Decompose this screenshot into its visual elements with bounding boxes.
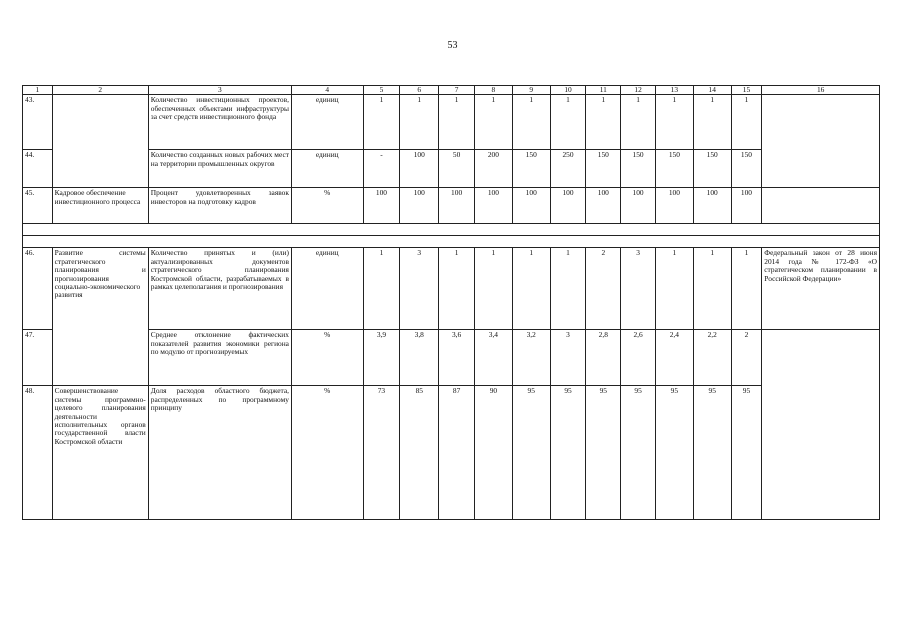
legal-basis xyxy=(762,95,880,188)
value-cell: 150 xyxy=(621,150,656,188)
table-row-44 xyxy=(23,150,880,188)
activity-name: Развитие системы стратегического планирования и прогнозирования социально-экономического развития xyxy=(52,248,148,386)
value-cell: 100 xyxy=(731,188,762,224)
value-cell: 2,4 xyxy=(655,330,693,386)
table-row-46 xyxy=(23,248,880,330)
value-cell: 3,4 xyxy=(474,330,512,386)
value-cell: 150 xyxy=(731,150,762,188)
indicators-table xyxy=(22,85,880,520)
goal-row xyxy=(23,236,880,248)
value-cell: 2 xyxy=(586,248,621,330)
value-cell: 1 xyxy=(474,95,512,150)
column-number: 5 xyxy=(363,86,400,95)
value-cell: 95 xyxy=(621,386,656,520)
value-cell: 73 xyxy=(363,386,400,520)
value-cell: 1 xyxy=(586,95,621,150)
unit-cell: % xyxy=(291,386,363,520)
row-number: 46. xyxy=(23,248,53,330)
value-cell: 1 xyxy=(731,95,762,150)
indicator-name: Количество созданных новых рабочих мест на территории промышленных округов xyxy=(148,150,291,188)
legal-basis xyxy=(762,330,880,520)
goal-title xyxy=(23,236,880,248)
value-cell: 3 xyxy=(550,330,586,386)
column-number: 6 xyxy=(400,86,439,95)
unit-cell: единиц xyxy=(291,95,363,150)
value-cell: 3 xyxy=(400,248,439,330)
value-cell: 100 xyxy=(400,150,439,188)
column-number: 7 xyxy=(439,86,475,95)
value-cell: 95 xyxy=(655,386,693,520)
value-cell: 100 xyxy=(550,188,586,224)
value-cell: 150 xyxy=(655,150,693,188)
value-cell: 100 xyxy=(655,188,693,224)
value-cell: 1 xyxy=(512,95,550,150)
column-number: 16 xyxy=(762,86,880,95)
value-cell: 1 xyxy=(400,95,439,150)
value-cell: 100 xyxy=(512,188,550,224)
legal-basis xyxy=(762,188,880,224)
activity-name: Кадровое обеспечение инвестиционного процесса xyxy=(52,188,148,224)
value-cell: 100 xyxy=(439,188,475,224)
value-cell: 90 xyxy=(474,386,512,520)
indicator-name: Доля расходов областного бюджета, распределенных по программному принципу xyxy=(148,386,291,520)
value-cell: 1 xyxy=(550,95,586,150)
column-number: 2 xyxy=(52,86,148,95)
value-cell: 2,8 xyxy=(586,330,621,386)
indicator-name: Процент удовлетворенных заявок инвесторов на подготовку кадров xyxy=(148,188,291,224)
indicator-name: Среднее отклонение фактических показателей развития экономики региона по модулю от прогнозируемых xyxy=(148,330,291,386)
value-cell: 1 xyxy=(621,95,656,150)
value-cell: 50 xyxy=(439,150,475,188)
unit-cell: единиц xyxy=(291,248,363,330)
value-cell: 200 xyxy=(474,150,512,188)
row-number: 43. xyxy=(23,95,53,150)
activity-name: Совершенствование системы программно-целевого планирования деятельности исполнительных органов государственной власти Костромской области xyxy=(52,386,148,520)
unit-cell: % xyxy=(291,330,363,386)
value-cell: - xyxy=(363,150,400,188)
column-number: 10 xyxy=(550,86,586,95)
unit-cell: % xyxy=(291,188,363,224)
column-number: 15 xyxy=(731,86,762,95)
value-cell: 250 xyxy=(550,150,586,188)
value-cell: 1 xyxy=(655,95,693,150)
value-cell: 2 xyxy=(731,330,762,386)
table-row-43 xyxy=(23,95,880,150)
value-cell: 100 xyxy=(400,188,439,224)
value-cell: 150 xyxy=(512,150,550,188)
column-number: 9 xyxy=(512,86,550,95)
row-number: 47. xyxy=(23,330,53,386)
value-cell: 100 xyxy=(363,188,400,224)
value-cell: 95 xyxy=(693,386,731,520)
subprogram-row xyxy=(23,224,880,236)
value-cell: 1 xyxy=(439,248,475,330)
value-cell: 95 xyxy=(586,386,621,520)
column-number: 12 xyxy=(621,86,656,95)
column-number: 13 xyxy=(655,86,693,95)
value-cell: 3,9 xyxy=(363,330,400,386)
legal-basis: Федеральный закон от 28 июня 2014 года № 172-ФЗ «О стратегическом планировании в Российской Федерации» xyxy=(762,248,880,330)
column-number: 8 xyxy=(474,86,512,95)
unit-cell: единиц xyxy=(291,150,363,188)
value-cell: 1 xyxy=(731,248,762,330)
column-number-row xyxy=(23,86,880,95)
value-cell: 1 xyxy=(655,248,693,330)
value-cell: 150 xyxy=(693,150,731,188)
value-cell: 95 xyxy=(550,386,586,520)
value-cell: 1 xyxy=(439,95,475,150)
value-cell: 3,2 xyxy=(512,330,550,386)
value-cell: 3 xyxy=(621,248,656,330)
column-number: 1 xyxy=(23,86,53,95)
value-cell: 100 xyxy=(474,188,512,224)
value-cell: 1 xyxy=(363,95,400,150)
value-cell: 2,6 xyxy=(621,330,656,386)
column-number: 11 xyxy=(586,86,621,95)
value-cell: 100 xyxy=(621,188,656,224)
activity-name xyxy=(52,95,148,188)
value-cell: 1 xyxy=(363,248,400,330)
column-number: 4 xyxy=(291,86,363,95)
value-cell: 3,8 xyxy=(400,330,439,386)
indicator-name: Количество инвестиционных проектов, обеспеченных объектами инфраструктуры за счет средств инвестиционного фонда xyxy=(148,95,291,150)
value-cell: 1 xyxy=(550,248,586,330)
subprogram-title xyxy=(23,224,880,236)
row-number: 48. xyxy=(23,386,53,520)
table-row-48 xyxy=(23,386,880,520)
value-cell: 100 xyxy=(693,188,731,224)
value-cell: 1 xyxy=(693,95,731,150)
table-row-45 xyxy=(23,188,880,224)
indicator-name: Количество принятых и (или) актуализированных документов стратегического планирования Костромской области, разрабатываемых в рамках целеполагания и прогнозирования xyxy=(148,248,291,330)
value-cell: 1 xyxy=(512,248,550,330)
table-row-47 xyxy=(23,330,880,386)
value-cell: 87 xyxy=(439,386,475,520)
column-number: 14 xyxy=(693,86,731,95)
value-cell: 1 xyxy=(474,248,512,330)
row-number: 44. xyxy=(23,150,53,188)
value-cell: 3,6 xyxy=(439,330,475,386)
row-number: 45. xyxy=(23,188,53,224)
value-cell: 1 xyxy=(693,248,731,330)
value-cell: 100 xyxy=(586,188,621,224)
value-cell: 85 xyxy=(400,386,439,520)
value-cell: 150 xyxy=(586,150,621,188)
value-cell: 95 xyxy=(731,386,762,520)
value-cell: 2,2 xyxy=(693,330,731,386)
page-number: 53 xyxy=(447,40,458,51)
column-number: 3 xyxy=(148,86,291,95)
value-cell: 95 xyxy=(512,386,550,520)
